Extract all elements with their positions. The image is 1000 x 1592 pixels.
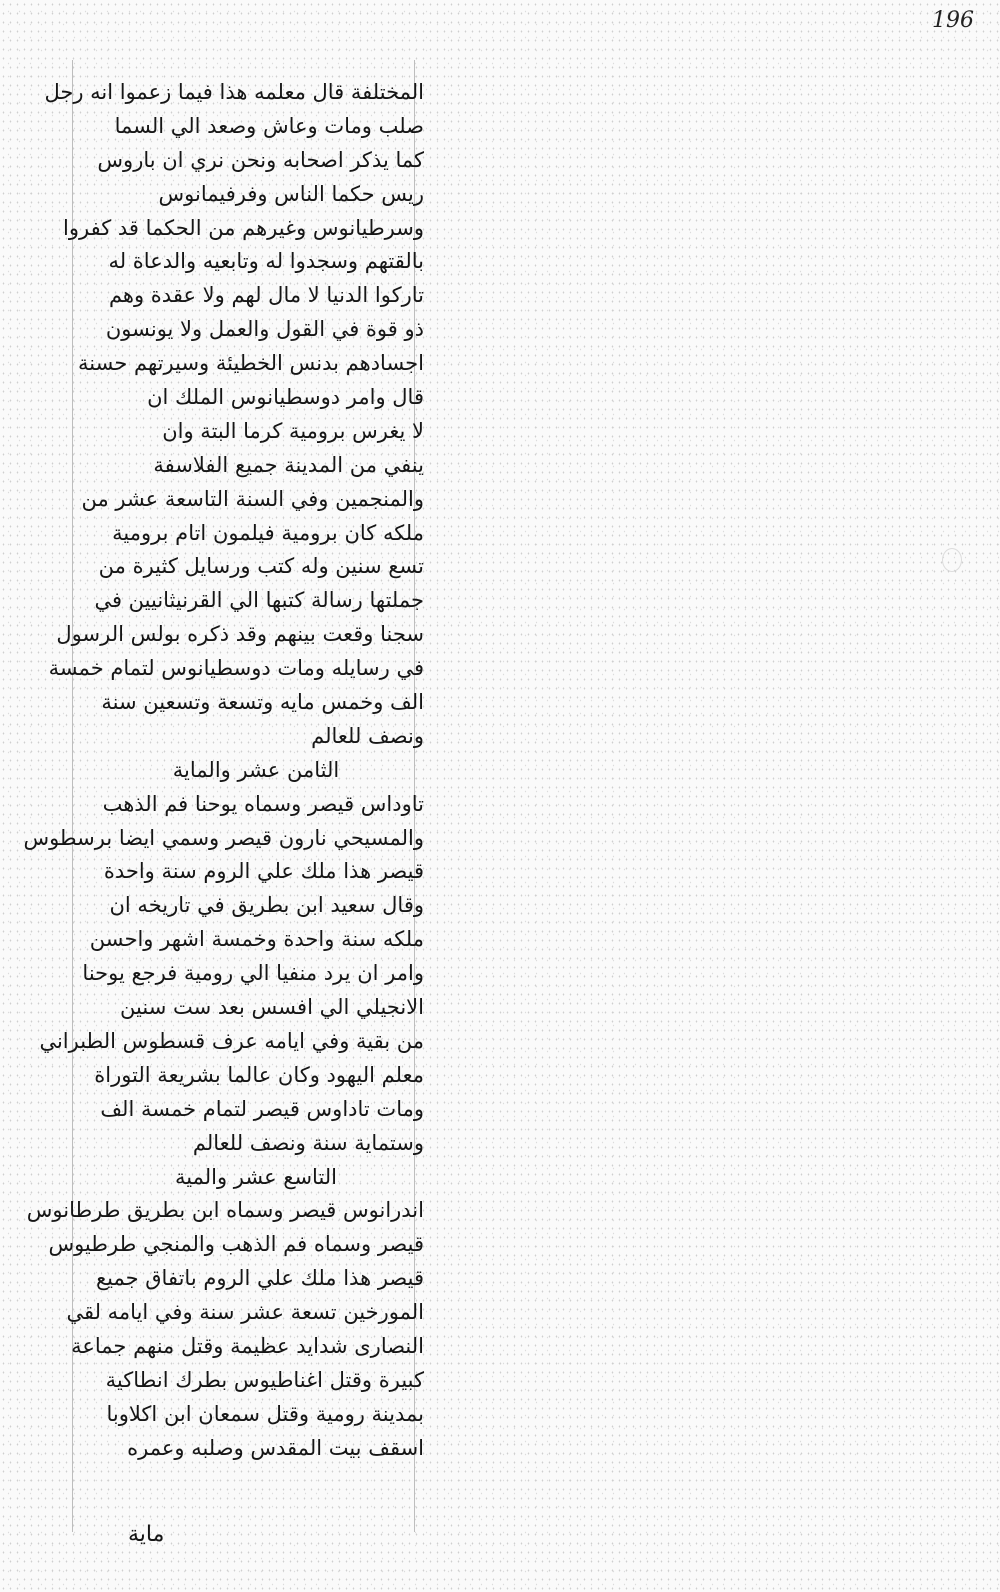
text-line: قيصر هذا ملك علي الروم باتفاق جميع	[95, 1266, 424, 1291]
text-line: وامر ان يرد منفيا الي رومية فرجع يوحنا	[82, 961, 424, 986]
text-line: تاركوا الدنيا لا مال لهم ولا عقدة وهم	[108, 283, 424, 308]
text-line: ومات تاداوس قيصر لتمام خمسة الف	[100, 1096, 424, 1121]
text-line: كبيرة وقتل اغناطيوس بطرك انطاكية	[105, 1367, 424, 1392]
text-line: معلم اليهود وكان عالما بشريعة التوراة	[94, 1062, 424, 1087]
text-line: اسقف بيت المقدس وصلبه وعمره	[127, 1435, 424, 1460]
text-line: والمنجمين وفي السنة التاسعة عشر من	[81, 486, 424, 511]
text-line: المورخين تسعة عشر سنة وفي ايامه لقي	[66, 1300, 424, 1325]
text-line: في رسايله ومات دوسطيانوس لتمام خمسة	[48, 656, 424, 681]
section-heading: الثامن عشر والماية	[172, 757, 340, 782]
text-line: ونصف للعالم	[311, 723, 424, 748]
text-line: وقال سعيد ابن بطريق في تاريخه ان	[109, 893, 424, 918]
text-line: ملكه سنة واحدة وخمسة اشهر واحسن	[89, 927, 424, 952]
paper-blemish	[942, 548, 962, 572]
section-heading: التاسع عشر والمية	[174, 1164, 338, 1189]
text-line: جملتها رسالة كتبها الي القرنيثانيين في	[94, 588, 424, 613]
text-line: كما يذكر اصحابه ونحن نري ان باروس	[97, 147, 424, 172]
text-line: بمدينة رومية وقتل سمعان ابن اكلاوبا	[106, 1401, 424, 1426]
text-line: تسع سنين وله كتب ورسايل كثيرة من	[98, 554, 424, 579]
text-line: من بقية وفي ايامه عرف قسطوس الطبراني	[39, 1028, 424, 1053]
text-line: وستماية سنة ونصف للعالم	[192, 1130, 424, 1155]
text-line: قيصر هذا ملك علي الروم سنة واحدة	[103, 859, 424, 884]
text-line: قيصر وسماه فم الذهب والمنجي طرطيوس	[48, 1232, 424, 1257]
text-line: بالقتهم وسجدوا له وتابعيه والدعاة له	[108, 249, 424, 274]
text-line: الانجيلي الي افسس بعد ست سنين	[120, 995, 424, 1020]
text-line: وسرطيانوس وغيرهم من الحكما قد كفروا	[63, 215, 424, 240]
page-number: 196	[932, 8, 974, 33]
text-line: ملكه كان برومية فيلمون اتام برومية	[112, 520, 424, 545]
text-line: صلب ومات وعاش وصعد الي السما	[114, 113, 424, 138]
text-line: سجنا وقعت بينهم وقد ذكره بولس الرسول	[56, 622, 424, 647]
text-line: قال وامر دوسطيانوس الملك ان	[147, 385, 424, 410]
text-line: ذو قوة في القول والعمل ولا يونسون	[105, 317, 424, 342]
text-line: ينفي من المدينة جميع الفلاسفة	[153, 452, 424, 477]
text-line: اجسادهم بدنس الخطيئة وسيرتهم حسنة	[78, 351, 424, 376]
catchword: ماية	[128, 1522, 165, 1547]
text-line: الف وخمس مايه وتسعة وتسعين سنة	[101, 690, 424, 715]
text-line: اندرانوس قيصر وسماه ابن بطريق طرطانوس	[26, 1198, 424, 1223]
text-line: النصارى شدايد عظيمة وقتل منهم جماعة	[71, 1333, 424, 1358]
manuscript-text-column	[23, 76, 424, 1466]
text-line: والمسيحي نارون قيصر وسمي ايضا برسطوس	[23, 825, 424, 850]
text-line: ريس حكما الناس وفرفيمانوس	[158, 181, 424, 206]
text-line: تاوداس قيصر وسماه يوحنا فم الذهب	[102, 791, 424, 816]
text-line: لا يغرس برومية كرما البتة وان	[162, 418, 424, 443]
text-line: المختلفة قال معلمه هذا فيما زعموا انه رجل	[44, 80, 424, 104]
